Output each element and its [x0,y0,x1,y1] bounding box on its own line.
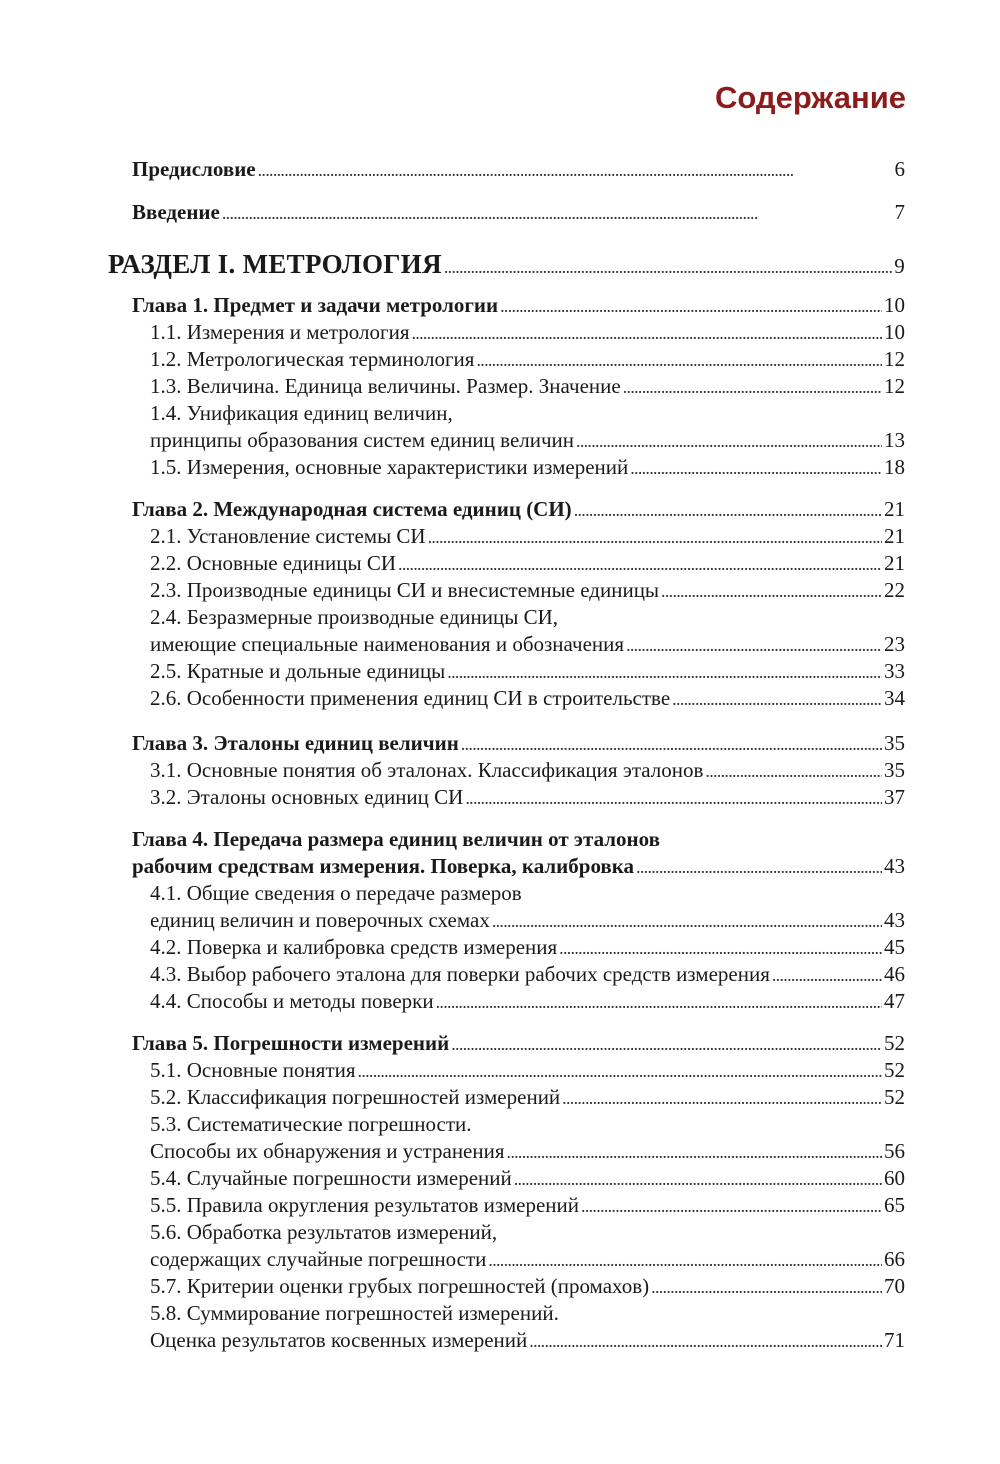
toc-chapter-5[interactable] [132,1030,905,1057]
toc-item-5-1[interactable] [150,1057,905,1084]
toc-page-number: 18 [884,455,905,479]
dot-leader [705,757,882,784]
toc-page-number: 22 [884,578,905,602]
toc-item-5-3[interactable] [150,1138,905,1165]
toc-entry-intro[interactable] [132,199,905,226]
toc-entry-text: 5.1. Основные понятия [150,1058,356,1082]
toc-page-number: 56 [884,1139,905,1163]
dot-leader [476,346,882,373]
toc-item-2-2[interactable] [150,550,905,577]
toc-item-5-6[interactable] [150,1246,905,1273]
toc-item-1-4[interactable] [150,427,905,454]
toc-entry-text: Глава 2. Международная система единиц (СИ) [132,497,572,521]
toc-item-2-6[interactable] [150,685,905,712]
toc-page-number: 60 [884,1166,905,1190]
toc-page-number: 43 [884,854,905,878]
toc-item-1-3[interactable] [150,373,905,400]
dot-leader [636,853,882,880]
toc-item-4-3[interactable] [150,961,905,988]
dot-leader [630,454,882,481]
toc-page-number: 47 [884,989,905,1013]
toc-page-number: 10 [884,320,905,344]
toc-entry-text: 1.2. Метрологическая терминология [150,347,475,371]
dot-leader [772,961,882,988]
toc-item-1-1[interactable] [150,319,905,346]
toc-section-1[interactable] [108,248,905,283]
toc-chapter-4[interactable] [132,853,905,880]
toc-entry-text: Оценка результатов косвенных измерений [150,1328,528,1352]
toc-item-5-4[interactable] [150,1165,905,1192]
toc-entry-text: 5.4. Случайные погрешности измерений [150,1166,512,1190]
toc-page-number: 12 [884,347,905,371]
toc-entry-preface[interactable] [132,156,905,183]
toc-item-4-1[interactable] [150,907,905,934]
dot-leader [574,496,882,523]
toc-entry-text: Глава 5. Погрешности измерений [132,1031,450,1055]
toc-entry-text: 2.2. Основные единицы СИ [150,551,397,575]
dot-leader [358,1057,882,1084]
dot-leader [500,292,882,319]
dot-leader [461,730,882,757]
toc-entry-text: 4.4. Способы и методы поверки [150,989,434,1013]
toc-item-2-1[interactable] [150,523,905,550]
toc-page-number: 21 [884,551,905,575]
toc-page-number: 21 [884,524,905,548]
toc-item-5-6-line1[interactable]: 5.6. Обработка результатов измерений, [150,1220,498,1244]
toc-page-number: 65 [884,1193,905,1217]
toc-page-number: 12 [884,374,905,398]
toc-page-number: 70 [884,1274,905,1298]
toc-page-number: 6 [894,157,905,181]
toc-item-2-5[interactable] [150,658,905,685]
toc-page-number: 46 [884,962,905,986]
toc-chapter-1[interactable] [132,292,905,319]
toc-entry-text: Глава 1. Предмет и задачи метрологии [132,293,499,317]
toc-entry-text: 5.7. Критерии оценки грубых погрешностей (промахов) [150,1274,650,1298]
toc-item-5-2[interactable] [150,1084,905,1111]
toc-page-number: 7 [894,200,905,224]
toc-item-1-4-line1[interactable]: 1.4. Унификация единиц величин, [150,401,453,425]
toc-page-number: 21 [884,497,905,521]
toc-entry-text: 1.5. Измерения, основные характеристики измерений [150,455,629,479]
toc-entry-text: 4.2. Поверка и калибровка средств измерения [150,935,558,959]
toc-entry-text: 5.5. Правила округления результатов измерений [150,1193,580,1217]
toc-chapter-2[interactable] [132,496,905,523]
toc-entry-text: 2.6. Особенности применения единиц СИ в строительстве [150,686,671,710]
toc-page-number: 45 [884,935,905,959]
dot-leader [492,907,882,934]
dot-leader [447,658,882,685]
toc-page-number: 71 [884,1328,905,1352]
dot-leader [529,1327,882,1354]
toc-entry-text: 1.3. Величина. Единица величины. Размер. Значение [150,374,621,398]
toc-entry-text: 4.3. Выбор рабочего эталона для поверки рабочих средств измерения [150,962,770,986]
toc-item-5-8-line1[interactable]: 5.8. Суммирование погрешностей измерений. [150,1301,559,1325]
toc-entry-text: 3.1. Основные понятия об эталонах. Классификация эталонов [150,758,704,782]
toc-page-number: 23 [884,632,905,656]
toc-item-5-8[interactable] [150,1327,905,1354]
dot-leader [507,1138,882,1165]
toc-item-4-1-line1[interactable]: 4.1. Общие сведения о передаче размеров [150,881,522,905]
toc-item-3-1[interactable] [150,757,905,784]
toc-entry-text: имеющие специальные наименования и обозначения [150,632,625,656]
dot-leader [258,156,893,183]
dot-leader [661,577,882,604]
dot-leader [576,427,882,454]
toc-page-number: 37 [884,785,905,809]
dot-leader [428,523,882,550]
toc-entry-text: 2.3. Производные единицы СИ и внесистемные единицы [150,578,660,602]
toc-item-4-2[interactable] [150,934,905,961]
toc-entry-text: единиц величин и поверочных схемах [150,908,490,932]
toc-chapter-3[interactable] [132,730,905,757]
toc-item-2-4[interactable] [150,631,905,658]
toc-item-1-2[interactable] [150,346,905,373]
dot-leader [222,199,893,226]
toc-item-2-4-line1[interactable]: 2.4. Безразмерные производные единицы СИ, [150,605,559,629]
toc-entry-text: Предисловие [132,157,256,181]
toc-page-number: 13 [884,428,905,452]
toc-item-2-3[interactable] [150,577,905,604]
toc-item-1-5[interactable] [150,454,905,481]
toc-chapter-4-line1[interactable]: Глава 4. Передача размера единиц величин от эталонов [132,827,660,851]
toc-entry-text: 5.2. Классификация погрешностей измерений [150,1085,561,1109]
toc-page-number: 10 [884,293,905,317]
toc-item-5-5[interactable] [150,1192,905,1219]
toc-page-number: 9 [894,254,905,278]
dot-leader [436,988,882,1015]
dot-leader [623,373,882,400]
toc-entry-text: Введение [132,200,220,224]
toc-entry-text: принципы образования систем единиц величин [150,428,575,452]
dot-leader [411,319,882,346]
toc-entry-text: рабочим средствам измерения. Поверка, калибровка [132,854,635,878]
toc-entry-text: 1.1. Измерения и метрология [150,320,410,344]
toc-entry-text: Способы их обнаружения и устранения [150,1139,505,1163]
dot-leader [465,784,882,811]
dot-leader [559,934,882,961]
toc-entry-text: 2.5. Кратные и дольные единицы [150,659,446,683]
toc-page-number: 66 [884,1247,905,1271]
toc-page-number: 52 [884,1058,905,1082]
dot-leader [626,631,882,658]
toc-item-4-4[interactable] [150,988,905,1015]
toc-item-3-2[interactable] [150,784,905,811]
page-title: Содержание [715,80,906,115]
toc-entry-text: 3.2. Эталоны основных единиц СИ [150,785,464,809]
dot-leader [488,1246,882,1273]
toc-entry-text: 2.1. Установление системы СИ [150,524,426,548]
dot-leader [451,1030,882,1057]
toc-entry-text: содержащих случайные погрешности [150,1247,487,1271]
dot-leader [398,550,882,577]
dot-leader [514,1165,882,1192]
toc-page-number: 43 [884,908,905,932]
toc-page-number: 35 [884,758,905,782]
toc-page-number: 34 [884,686,905,710]
dot-leader [651,1273,882,1300]
toc-entry-text: РАЗДЕЛ I. МЕТРОЛОГИЯ [108,249,442,279]
dot-leader [562,1084,882,1111]
toc-page-number: 33 [884,659,905,683]
dot-leader [581,1192,882,1219]
toc-page-number: 52 [884,1031,905,1055]
toc-entry-text: Глава 3. Эталоны единиц величин [132,731,459,755]
dot-leader [672,685,882,712]
toc-page-number: 35 [884,731,905,755]
toc-item-5-3-line1[interactable]: 5.3. Систематические погрешности. [150,1112,472,1136]
toc-page-number: 52 [884,1085,905,1109]
toc-item-5-7[interactable] [150,1273,905,1300]
dot-leader [444,248,892,283]
